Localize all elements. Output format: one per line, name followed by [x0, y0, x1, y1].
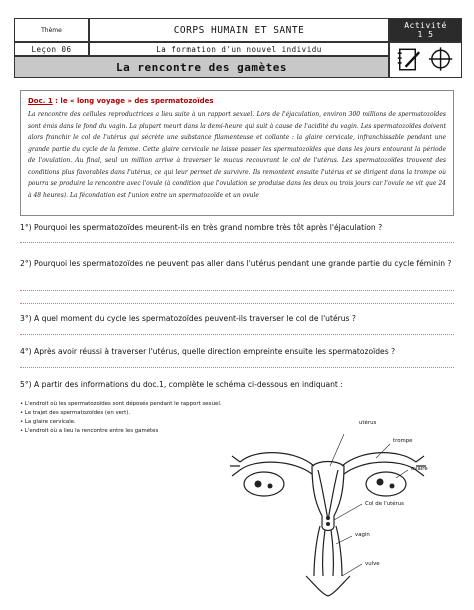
- question-number: 1°): [20, 223, 32, 232]
- label-col: Col de l'utérus: [365, 501, 404, 507]
- bullet-item: • L'endroit où a lieu la rencontre entre les gamètes: [20, 428, 159, 434]
- document-box: [20, 90, 454, 216]
- activity-label: Activité: [404, 21, 447, 30]
- lesson-value: La formation d'un nouvel individu: [89, 42, 389, 56]
- label-vagin: vagin: [355, 532, 370, 538]
- doc-heading: [28, 97, 446, 105]
- header-table: [14, 18, 462, 78]
- activity-badge: [389, 18, 462, 42]
- label-uterus: utérus: [359, 420, 377, 426]
- question-text: Après avoir réussi à traverser l'utérus, quelle direction empreinte ensuite les spermatozoïdes ?: [34, 347, 396, 356]
- label-trompe: trompe: [393, 438, 413, 444]
- answer-line[interactable]: [20, 367, 454, 368]
- question-number: 5°): [20, 380, 32, 389]
- question-number: 4°): [20, 347, 32, 356]
- bullet-item: • Le trajet des spermatozoïdes (en vert).: [20, 410, 131, 416]
- doc-body: La rencontre des cellules reproductrices a lieu suite à un rapport sexuel. Lors de l'éjaculation, environ 300 millions de spermatozoïdes sont émis dans le fond du vagin. La plupart meurt dans la demi-heure qui suit à cause de l'acidité du vagin. Les spermatozoïdes doivent alors franchir le col de l'utérus qui sécrète une substance filamenteuse et collante : la glaire cervicale, infranchissable pendant une grande partie du cycle de la femme. Cette glaire cervicale ne laisse passer les spermatozoïdes que dans les jours entourant la période de l'ovulation. Au final, seul un million arrive à traverser le mucus recouvrant le col de l'utérus. Les spermatozoïdes trouvent des conditions plus favorables dans l'utérus, ce qui leur permet de survivre. Ils remontent ensuite l'utérus et se dirigent dans la trompe où pourra se produire la rencontre avec l'ovule (à condition que l'ovulation se produise dans les deux ou trois jours car l'ovule ne vit que 24 à 48 heures). La fécondation est l'union entre un spermatozoïde et un ovule: [28, 111, 446, 199]
- label-vulve: vulve: [365, 561, 380, 567]
- question-3: [20, 313, 460, 325]
- theme-label: Thème: [14, 18, 89, 42]
- question-number: 3°): [20, 314, 32, 323]
- header-icons: [389, 42, 462, 78]
- bullet-item: • L'endroit où les spermatozoïdes sont déposés pendant le rapport sexuel.: [20, 401, 222, 407]
- page-title: La rencontre des gamètes: [14, 56, 389, 78]
- answer-line[interactable]: [20, 290, 454, 291]
- notebook-pencil-icon: [398, 49, 419, 69]
- question-number: 2°): [20, 259, 32, 268]
- doc-label: Doc. 1: [28, 97, 53, 105]
- question-text: A quel moment du cycle les spermatozoïdes peuvent-ils traverser le col de l'utérus ?: [34, 314, 356, 323]
- left-ovary: [244, 472, 284, 496]
- crosshair-icon: [429, 47, 452, 70]
- doc-title: : le « long voyage » des spermatozoïdes: [52, 97, 214, 105]
- label-ovaire: ovaire: [411, 466, 428, 472]
- activity-number: 1 5: [417, 30, 434, 39]
- question-1: [20, 222, 460, 234]
- question-text: A partir des informations du doc.1, complète le schéma ci-dessous en indiquant :: [34, 380, 343, 389]
- theme-value: CORPS HUMAIN ET SANTE: [89, 18, 389, 42]
- answer-line[interactable]: [20, 242, 454, 243]
- question-text: Pourquoi les spermatozoïdes ne peuvent pas aller dans l'utérus pendant une grande partie du cycle féminin ?: [34, 259, 452, 268]
- question-5: [20, 379, 460, 391]
- question-4: [20, 346, 460, 358]
- answer-line[interactable]: [20, 303, 454, 304]
- question-2: [20, 258, 460, 270]
- female-reproductive-diagram: [226, 426, 456, 602]
- lesson-label: Leçon 06: [14, 42, 89, 56]
- bullet-item: • La glaire cervicale.: [20, 419, 76, 425]
- answer-line[interactable]: [20, 334, 454, 335]
- question-text: Pourquoi les spermatozoïdes meurent-ils en très grand nombre très tôt après l'éjaculation ?: [34, 223, 383, 232]
